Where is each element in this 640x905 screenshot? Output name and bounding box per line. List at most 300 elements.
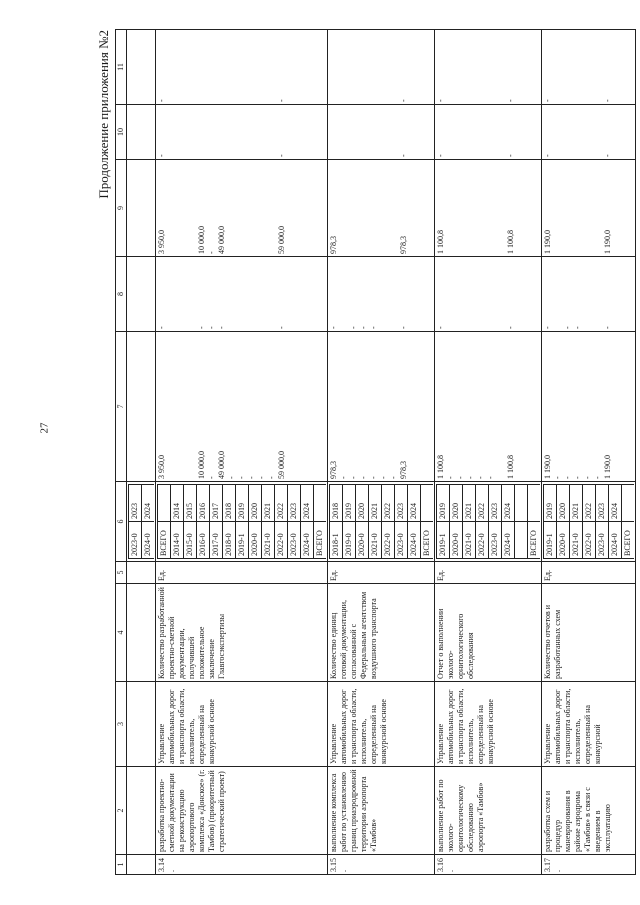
column-number-row <box>116 30 127 875</box>
value-cell: - <box>603 99 612 102</box>
year-code: 2021-0 <box>262 522 275 559</box>
value-cell <box>476 107 486 157</box>
year-code: 2021-0 <box>570 522 583 559</box>
value-cell <box>476 32 486 102</box>
table-row <box>156 30 328 875</box>
value-cell: 10 000,0 <box>197 226 206 254</box>
values-col-8 <box>542 257 636 332</box>
year-line <box>262 485 275 559</box>
value-cell: - <box>436 154 445 157</box>
value-cell: - <box>349 476 358 479</box>
values-col-9 <box>156 160 328 257</box>
value-cell <box>583 32 593 102</box>
year-code: 2023-0 <box>129 522 142 559</box>
executor: Управление автомобильных дорог и транспорта области, исполнитель, определенный на конкурсной <box>542 682 636 767</box>
year-line <box>171 485 184 559</box>
year-code: 2024-0 <box>408 522 421 559</box>
document-sheet <box>95 30 632 875</box>
value-cell <box>593 32 603 102</box>
year-code: 2020-0 <box>450 522 463 559</box>
year: 2022 <box>583 485 596 522</box>
value-cell: - <box>217 326 226 329</box>
value-cell <box>177 32 187 102</box>
value-cell: - <box>329 326 338 329</box>
values-col-9 <box>328 160 435 257</box>
year-line <box>197 485 210 559</box>
value-cell <box>167 334 177 479</box>
value-cell <box>227 32 237 102</box>
value-cell: - <box>506 326 515 329</box>
value-cell: - <box>207 476 216 479</box>
column-number-6: 6 <box>116 482 127 562</box>
value-cell: - <box>603 326 612 329</box>
column-number-2: 2 <box>116 767 127 855</box>
value-cell: - <box>553 476 562 479</box>
value-cell <box>329 32 339 102</box>
value-cell <box>446 162 456 254</box>
value-cell <box>197 107 207 157</box>
value-cell <box>227 162 237 254</box>
value-cell: 978,3 <box>399 236 408 254</box>
value-cell <box>247 107 257 157</box>
value-cell: - <box>207 251 216 254</box>
empty-cell <box>127 30 156 105</box>
empty-cell <box>127 855 156 875</box>
value-cell: - <box>257 476 266 479</box>
value-cell <box>476 259 486 329</box>
value-cell: 59 000,0 <box>277 451 286 479</box>
value-cell: 59 000,0 <box>277 226 286 254</box>
value-cell <box>257 259 267 329</box>
year-code: 2024-0 <box>301 522 314 559</box>
value-cell <box>456 259 466 329</box>
value-cell <box>177 162 187 254</box>
value-cell: - <box>227 476 236 479</box>
value-cell <box>349 32 359 102</box>
value-cell <box>217 107 227 157</box>
value-cell <box>167 107 177 157</box>
value-cell: - <box>339 476 348 479</box>
year-line <box>369 485 382 559</box>
value-cell <box>456 32 466 102</box>
value-cell <box>593 162 603 254</box>
year-line <box>288 485 301 559</box>
year-line <box>223 485 236 559</box>
value-cell <box>583 259 593 329</box>
value-cell: 1 100,8 <box>506 230 515 254</box>
values-col-10 <box>435 105 542 160</box>
value-cell <box>389 162 399 254</box>
year-line <box>622 485 635 559</box>
value-cell <box>369 107 379 157</box>
value-cell <box>496 334 506 479</box>
value-cell: - <box>466 476 475 479</box>
row-number: 3.15. <box>328 855 435 875</box>
years-cell <box>127 482 156 562</box>
year-line <box>476 485 489 559</box>
year: 2018 <box>223 485 236 522</box>
value-cell <box>379 259 389 329</box>
values-col-10 <box>328 105 435 160</box>
year-code: 2016-0 <box>197 522 210 559</box>
value-cell <box>369 32 379 102</box>
value-cell: - <box>543 154 552 157</box>
year-line <box>236 485 249 559</box>
value-cell: - <box>506 154 515 157</box>
year-line <box>544 485 557 559</box>
value-cell <box>339 259 349 329</box>
values-col-8 <box>435 257 542 332</box>
value-cell <box>553 107 563 157</box>
year-code: ВСЕГО <box>314 522 327 559</box>
value-cell <box>267 259 277 329</box>
year-line <box>356 485 369 559</box>
year-subgrid <box>436 484 540 559</box>
value-cell <box>379 107 389 157</box>
value-cell <box>329 107 339 157</box>
empty-cell <box>127 105 156 160</box>
year-code: 2018-1 <box>330 522 343 559</box>
value-cell: - <box>436 326 445 329</box>
value-cell <box>167 162 177 254</box>
year: 2019 <box>437 485 450 522</box>
column-number-3: 3 <box>116 682 127 767</box>
value-cell <box>456 107 466 157</box>
year-line <box>583 485 596 559</box>
values-col-11 <box>435 30 542 105</box>
values-col-7 <box>156 332 328 482</box>
values-col-9 <box>435 160 542 257</box>
years-cell <box>542 482 636 562</box>
year-line <box>609 485 622 559</box>
value-cell: - <box>237 476 246 479</box>
row-number: 3.14. <box>156 855 328 875</box>
year: 2024 <box>609 485 622 522</box>
value-cell <box>247 162 257 254</box>
year-line <box>184 485 197 559</box>
years-cell <box>328 482 435 562</box>
value-cell <box>187 32 197 102</box>
page-number: 27 <box>38 422 50 434</box>
year: 2021 <box>262 485 275 522</box>
year-code: 2023-0 <box>596 522 609 559</box>
value-cell <box>247 32 257 102</box>
empty-cell <box>127 562 156 584</box>
year-line <box>437 485 450 559</box>
year-line <box>275 485 288 559</box>
year: 2020 <box>557 485 570 522</box>
year <box>622 485 635 522</box>
value-cell: 978,3 <box>399 461 408 479</box>
value-cell <box>496 162 506 254</box>
value-cell <box>583 107 593 157</box>
value-cell: - <box>563 326 572 329</box>
value-cell: - <box>563 476 572 479</box>
row-number: 3.16. <box>435 855 542 875</box>
value-cell <box>339 107 349 157</box>
value-cell <box>267 32 277 102</box>
empty-cell <box>127 767 156 855</box>
value-cell <box>496 32 506 102</box>
year-code <box>515 522 528 559</box>
year-code: 2019-1 <box>544 522 557 559</box>
year: 2023 <box>129 485 142 522</box>
value-cell <box>257 162 267 254</box>
year: 2021 <box>463 485 476 522</box>
values-col-10 <box>156 105 328 160</box>
year <box>515 485 528 522</box>
table-row <box>435 30 542 875</box>
value-cell <box>379 32 389 102</box>
year-code: 2018-0 <box>223 522 236 559</box>
year-code: 2023-0 <box>288 522 301 559</box>
year: 2019 <box>343 485 356 522</box>
value-cell <box>496 259 506 329</box>
value-cell: - <box>359 326 368 329</box>
value-cell <box>446 32 456 102</box>
year-line <box>408 485 421 559</box>
year-line <box>515 485 528 559</box>
value-cell: - <box>277 154 286 157</box>
value-cell <box>573 32 583 102</box>
column-number-1: 1 <box>116 855 127 875</box>
value-cell: - <box>436 99 445 102</box>
value-cell <box>359 107 369 157</box>
unit: Ед. <box>435 562 542 584</box>
value-cell: - <box>379 476 388 479</box>
value-cell <box>207 107 217 157</box>
value-cell <box>446 259 456 329</box>
year: 2017 <box>210 485 223 522</box>
year-code: 2017-0 <box>210 522 223 559</box>
values-col-9 <box>542 160 636 257</box>
value-cell <box>466 32 476 102</box>
year-code: 2023-0 <box>395 522 408 559</box>
column-number-8: 8 <box>116 257 127 332</box>
year: 2022 <box>275 485 288 522</box>
year-code: 2023-0 <box>489 522 502 559</box>
value-cell <box>496 107 506 157</box>
year-subgrid <box>329 484 433 559</box>
year: 2023 <box>288 485 301 522</box>
value-cell: - <box>157 326 166 329</box>
year-code: ВСЕГО <box>622 522 635 559</box>
value-cell <box>339 32 349 102</box>
value-cell <box>389 259 399 329</box>
value-cell <box>486 162 496 254</box>
year: 2020 <box>356 485 369 522</box>
value-cell: - <box>157 99 166 102</box>
year-line <box>142 485 155 559</box>
year-subgrid <box>543 484 634 559</box>
value-cell: - <box>267 476 276 479</box>
year: 2022 <box>476 485 489 522</box>
value-cell: - <box>369 326 378 329</box>
year-code: 2020-0 <box>356 522 369 559</box>
value-cell <box>247 259 257 329</box>
values-col-11 <box>156 30 328 105</box>
years-cell <box>156 482 328 562</box>
year: 2023 <box>395 485 408 522</box>
value-cell: 1 190,0 <box>603 455 612 479</box>
unit: Ед. <box>328 562 435 584</box>
table-row <box>542 30 636 875</box>
column-number-11: 11 <box>116 30 127 105</box>
value-cell <box>237 107 247 157</box>
year-line <box>596 485 609 559</box>
value-cell <box>389 107 399 157</box>
year <box>421 485 434 522</box>
value-cell: - <box>399 99 408 102</box>
year <box>528 485 541 522</box>
value-cell <box>369 162 379 254</box>
year: 2016 <box>197 485 210 522</box>
empty-cell <box>127 584 156 682</box>
value-cell <box>359 32 369 102</box>
year: 2024 <box>502 485 515 522</box>
year-code: 2021-0 <box>463 522 476 559</box>
year-code: 2022-0 <box>275 522 288 559</box>
value-cell <box>389 32 399 102</box>
row-number: 3.17. <box>542 855 636 875</box>
value-cell <box>563 162 573 254</box>
value-cell <box>177 107 187 157</box>
value-cell: - <box>543 326 552 329</box>
value-cell <box>553 32 563 102</box>
value-cell <box>486 259 496 329</box>
year-line <box>395 485 408 559</box>
value-cell <box>187 334 197 479</box>
value-cell <box>583 162 593 254</box>
year: 2024 <box>408 485 421 522</box>
value-cell: - <box>399 154 408 157</box>
year-code: 2014-0 <box>171 522 184 559</box>
year-code: 2020-0 <box>249 522 262 559</box>
continuation-row <box>127 30 156 875</box>
year-code: 2022-0 <box>382 522 395 559</box>
executor: Управление автомобильных дорог и транспорта области, исполнитель, определенный на конкурсной основе <box>328 682 435 767</box>
value-cell <box>573 107 583 157</box>
year-line <box>489 485 502 559</box>
value-cell <box>466 107 476 157</box>
values-col-7 <box>328 332 435 482</box>
indicator: Количество отчетов и разработанных схем <box>542 584 636 682</box>
value-cell: - <box>573 326 582 329</box>
values-col-10 <box>542 105 636 160</box>
indicator: Количество единиц готовой документации, согласованной с Федеральным агентством воздушного транспорта <box>328 584 435 682</box>
value-cell <box>593 259 603 329</box>
value-cell <box>486 32 496 102</box>
year-code: 2020-0 <box>557 522 570 559</box>
values-col-8 <box>328 257 435 332</box>
value-cell <box>446 107 456 157</box>
value-cell <box>563 32 573 102</box>
value-cell: 49 000,0 <box>217 451 226 479</box>
value-cell: - <box>359 476 368 479</box>
year-line <box>570 485 583 559</box>
value-cell <box>207 32 217 102</box>
year-code: ВСЕГО <box>158 522 171 559</box>
column-number-9: 9 <box>116 160 127 257</box>
value-cell: - <box>476 476 485 479</box>
value-cell <box>177 259 187 329</box>
executor: Управление автомобильных дорог и транспорта области, исполнитель, определенный на конкурсной основе <box>156 682 328 767</box>
year: 2020 <box>249 485 262 522</box>
year: 2018 <box>330 485 343 522</box>
value-cell: - <box>456 476 465 479</box>
value-cell: 1 190,0 <box>603 230 612 254</box>
value-cell: 3 950,0 <box>157 230 166 254</box>
year-line <box>158 485 171 559</box>
year: 2023 <box>596 485 609 522</box>
value-cell <box>237 32 247 102</box>
value-cell <box>177 334 187 479</box>
unit: Ед. <box>156 562 328 584</box>
year <box>314 485 327 522</box>
empty-cell <box>127 682 156 767</box>
values-col-7 <box>542 332 636 482</box>
value-cell <box>379 162 389 254</box>
year-code: 2021-0 <box>369 522 382 559</box>
year-line <box>129 485 142 559</box>
value-cell <box>257 107 267 157</box>
value-cell <box>563 107 573 157</box>
year-line <box>249 485 262 559</box>
value-cell <box>237 162 247 254</box>
year: 2019 <box>544 485 557 522</box>
year-code: 2019-0 <box>343 522 356 559</box>
year-line <box>528 485 541 559</box>
year-line <box>421 485 434 559</box>
year-line <box>463 485 476 559</box>
value-cell <box>466 259 476 329</box>
column-number-4: 4 <box>116 584 127 682</box>
indicator: Количество разработанной проектно-сметной документации, получившей положительное заключение Главгосэкспертизы <box>156 584 328 682</box>
year-subgrid <box>128 484 154 559</box>
value-cell <box>593 107 603 157</box>
executor: Управление автомобильных дорог и транспорта области, исполнитель, определенный на конкурсной основе <box>435 682 542 767</box>
value-cell <box>339 162 349 254</box>
year: 2015 <box>184 485 197 522</box>
value-cell <box>197 32 207 102</box>
value-cell: - <box>277 326 286 329</box>
column-number-5: 5 <box>116 562 127 584</box>
column-number-10: 10 <box>116 105 127 160</box>
appendix-caption: Продолжение приложения №2 <box>96 30 111 199</box>
value-cell: - <box>486 476 495 479</box>
year-code: 2015-0 <box>184 522 197 559</box>
value-cell: - <box>349 326 358 329</box>
value-cell <box>349 162 359 254</box>
value-cell <box>187 107 197 157</box>
value-cell <box>573 162 583 254</box>
value-cell: - <box>207 326 216 329</box>
year: 2014 <box>171 485 184 522</box>
rotated-page <box>95 30 632 875</box>
value-cell <box>227 107 237 157</box>
value-cell: - <box>197 326 206 329</box>
year: 2021 <box>369 485 382 522</box>
year: 2024 <box>142 485 155 522</box>
year-code: 2024-0 <box>609 522 622 559</box>
values-col-11 <box>328 30 435 105</box>
year-line <box>450 485 463 559</box>
values-col-8 <box>156 257 328 332</box>
value-cell: - <box>389 476 398 479</box>
value-cell <box>553 162 563 254</box>
value-cell: 978,3 <box>329 236 338 254</box>
year-line <box>301 485 314 559</box>
